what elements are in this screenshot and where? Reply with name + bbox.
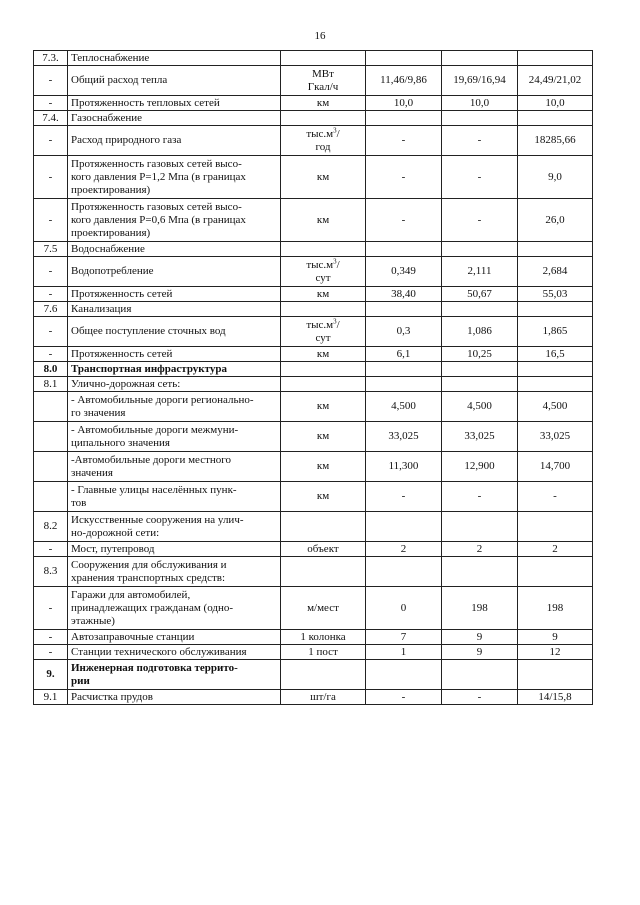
row-number: - [34,66,68,96]
indicator-name: Протяженность газовых сетей высо- кого давления P=1,2 Мпа (в границах проектирования) [68,156,281,199]
table-row [34,362,593,377]
value-first-stage: 9 [442,645,518,660]
value-estimated: 198 [518,587,593,630]
indicator-name: Протяженность сетей [68,287,281,302]
value-estimated [518,557,593,587]
indicator-name: Водоснабжение [68,242,281,257]
unit-cell [281,512,366,542]
value-estimated [518,660,593,690]
indicator-name: - Автомобильные дороги регионально- го значения [68,392,281,422]
value-current: 33,025 [366,422,442,452]
value-current: 11,300 [366,452,442,482]
table-row [34,557,593,587]
row-number: 8.2 [34,512,68,542]
value-estimated: 4,500 [518,392,593,422]
indicator-name: Расчистка прудов [68,690,281,705]
value-current [366,557,442,587]
value-first-stage: 10,0 [442,96,518,111]
value-first-stage: - [442,690,518,705]
table-row [34,512,593,542]
value-estimated: 1,865 [518,317,593,347]
table-row [34,111,593,126]
table-row [34,482,593,512]
value-current: 0,349 [366,257,442,287]
row-number [34,392,68,422]
indicator-name: Общий расход тепла [68,66,281,96]
row-number: 8.1 [34,377,68,392]
unit-cell: МВт Гкал/ч [281,66,366,96]
indicator-name: Протяженность сетей [68,347,281,362]
value-current: 4,500 [366,392,442,422]
unit-cell: км [281,287,366,302]
indicator-name: Протяженность газовых сетей высо- кого давления P=0,6 Мпа (в границах проектирования) [68,199,281,242]
table-row [34,347,593,362]
unit-cell [281,660,366,690]
value-first-stage: 1,086 [442,317,518,347]
table-row [34,287,593,302]
table-row [34,96,593,111]
value-first-stage: 50,67 [442,287,518,302]
table-row [34,302,593,317]
value-current: 2 [366,542,442,557]
unit-cell: шт/га [281,690,366,705]
value-current [366,51,442,66]
row-number: - [34,542,68,557]
value-estimated: 24,49/21,02 [518,66,593,96]
value-current [366,377,442,392]
value-first-stage [442,377,518,392]
row-number: - [34,630,68,645]
value-current [366,362,442,377]
value-estimated: 9 [518,630,593,645]
value-first-stage: 4,500 [442,392,518,422]
value-first-stage [442,660,518,690]
indicator-name: Улично-дорожная сеть: [68,377,281,392]
value-estimated [518,512,593,542]
row-number: 8.3 [34,557,68,587]
indicator-name: Гаражи для автомобилей, принадлежащих гражданам (одно- этажные) [68,587,281,630]
value-first-stage: 2,111 [442,257,518,287]
indicator-name: Мост, путепровод [68,542,281,557]
row-number: - [34,645,68,660]
row-number: - [34,257,68,287]
table-row [34,392,593,422]
unit-cell [281,302,366,317]
unit-cell: $тыс.м^3/$ сут [281,317,366,347]
unit-cell [281,111,366,126]
table-row [34,422,593,452]
value-estimated: 33,025 [518,422,593,452]
value-first-stage [442,302,518,317]
value-current: - [366,199,442,242]
value-estimated [518,51,593,66]
value-estimated: 12 [518,645,593,660]
value-current [366,242,442,257]
indicators-table [33,50,593,705]
row-number: - [34,199,68,242]
page-number: 16 [314,30,326,42]
indicator-name: Расход природного газа [68,126,281,156]
value-current: 11,46/9,86 [366,66,442,96]
unit-cell [281,557,366,587]
value-first-stage [442,111,518,126]
value-first-stage: - [442,482,518,512]
unit-cell: км [281,156,366,199]
value-estimated: - [518,482,593,512]
table-row [34,660,593,690]
value-estimated [518,111,593,126]
value-first-stage: 10,25 [442,347,518,362]
value-first-stage: - [442,126,518,156]
value-estimated [518,242,593,257]
indicator-name: Газоснабжение [68,111,281,126]
value-current: 6,1 [366,347,442,362]
table-row [34,317,593,347]
value-estimated [518,362,593,377]
value-current: 1 [366,645,442,660]
indicator-name: Водопотребление [68,257,281,287]
value-estimated: 10,0 [518,96,593,111]
indicator-name: Общее поступление сточных вод [68,317,281,347]
table-row [34,257,593,287]
unit-cell: км [281,96,366,111]
unit-cell: км [281,199,366,242]
value-first-stage [442,242,518,257]
unit-cell: км [281,392,366,422]
unit-cell: $тыс.м^3/$ сут [281,257,366,287]
indicator-name: Транспортная инфраструктура [68,362,281,377]
table-row [34,242,593,257]
unit-cell: км [281,347,366,362]
unit-cell: 1 колонка [281,630,366,645]
row-number: - [34,126,68,156]
table-row [34,645,593,660]
indicator-name: Протяженность тепловых сетей [68,96,281,111]
indicator-name: Автозаправочные станции [68,630,281,645]
row-number: 9.1 [34,690,68,705]
row-number: 7.5 [34,242,68,257]
indicator-name: - Автомобильные дороги межмуни- ципального значения [68,422,281,452]
value-current: - [366,482,442,512]
value-first-stage: 33,025 [442,422,518,452]
indicator-name: Инженерная подготовка террито- рии [68,660,281,690]
indicator-name: -Автомобильные дороги местного значения [68,452,281,482]
unit-cell [281,242,366,257]
value-estimated: 55,03 [518,287,593,302]
table-row [34,66,593,96]
indicator-name: Сооружения для обслуживания и хранения транспортных средств: [68,557,281,587]
row-number: 7.6 [34,302,68,317]
value-current: 10,0 [366,96,442,111]
value-current: - [366,690,442,705]
value-estimated [518,302,593,317]
table-body [34,51,593,705]
value-first-stage [442,362,518,377]
value-estimated: 14/15,8 [518,690,593,705]
row-number: 7.4. [34,111,68,126]
table-row [34,126,593,156]
value-estimated: 9,0 [518,156,593,199]
value-current: 0 [366,587,442,630]
value-first-stage: 12,900 [442,452,518,482]
value-current [366,111,442,126]
unit-cell [281,362,366,377]
unit-cell: км [281,422,366,452]
value-estimated [518,377,593,392]
unit-cell: км [281,482,366,512]
row-number: 7.3. [34,51,68,66]
value-first-stage [442,51,518,66]
value-first-stage [442,557,518,587]
value-current: - [366,126,442,156]
value-estimated: 16,5 [518,347,593,362]
table-row [34,156,593,199]
indicator-name: - Главные улицы населённых пунк- тов [68,482,281,512]
row-number: - [34,347,68,362]
unit-cell: м/мест [281,587,366,630]
unit-cell [281,51,366,66]
table-row [34,199,593,242]
value-estimated: 14,700 [518,452,593,482]
row-number [34,452,68,482]
row-number: 9. [34,660,68,690]
row-number [34,422,68,452]
value-estimated: 2,684 [518,257,593,287]
table-row [34,51,593,66]
value-current: 38,40 [366,287,442,302]
unit-cell: объект [281,542,366,557]
table-row [34,690,593,705]
value-first-stage: 2 [442,542,518,557]
indicator-name: Искусственные сооружения на улич- но-дорожной сети: [68,512,281,542]
value-current: - [366,156,442,199]
unit-cell: 1 пост [281,645,366,660]
value-current [366,512,442,542]
value-current [366,660,442,690]
indicator-name: Станции технического обслуживания [68,645,281,660]
value-first-stage: - [442,199,518,242]
value-estimated: 18285,66 [518,126,593,156]
value-estimated: 2 [518,542,593,557]
value-first-stage: 9 [442,630,518,645]
table-row [34,452,593,482]
table-row [34,587,593,630]
value-first-stage: - [442,156,518,199]
value-current: 0,3 [366,317,442,347]
row-number: - [34,156,68,199]
row-number: - [34,287,68,302]
unit-cell: км [281,452,366,482]
unit-cell [281,377,366,392]
table-row [34,542,593,557]
unit-cell: $тыс.м^3/$ год [281,126,366,156]
value-current [366,302,442,317]
row-number [34,482,68,512]
value-first-stage [442,512,518,542]
row-number: - [34,96,68,111]
indicator-name: Теплоснабжение [68,51,281,66]
value-first-stage: 198 [442,587,518,630]
value-estimated: 26,0 [518,199,593,242]
value-current: 7 [366,630,442,645]
table-row [34,377,593,392]
row-number: - [34,587,68,630]
indicator-name: Канализация [68,302,281,317]
row-number: 8.0 [34,362,68,377]
row-number: - [34,317,68,347]
table-row [34,630,593,645]
value-first-stage: 19,69/16,94 [442,66,518,96]
